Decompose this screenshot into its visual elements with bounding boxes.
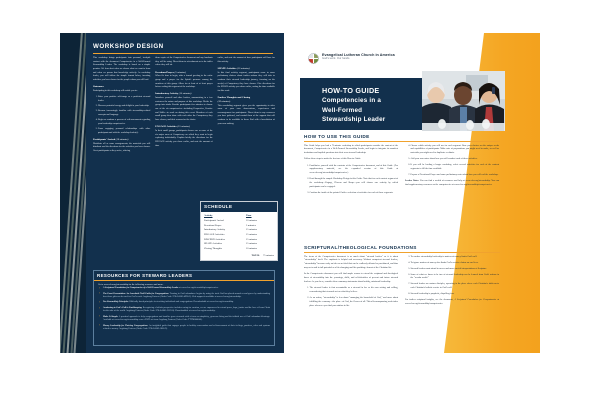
- header-photo: [422, 71, 505, 131]
- organization-name: Evangelical Lutheran Church in America: [322, 52, 395, 57]
- workshop-intro: This workshop brings participants into personal, in-depth contact with the document Competencies in a Well-Formed Stewardship Leader. The workshop is based on a simple premise. We learn best when we choose what we want to learn and when we pursue that knowledge actively. As workshop leader, you will follow the simple format below, inserting activities you have chosen for the people whom you will lead.: [93, 57, 151, 81]
- table-row: [204, 247, 274, 252]
- list-item: 4. To ignore matters of money also limits God's creative claims on our lives.: [411, 262, 500, 266]
- closing-body: This concluding segment gives you the opportunity to offer some of your own observations, experiences and encouragement for participants. Direct them to any resources you have gathered, and remind them of the support that will continue to be available to them. End with a benediction of your own making.: [217, 104, 275, 125]
- list-item: 2. As an action, "stewardship" is less about "managing the household of God," and more about fulfilling the economy—the plan—of God, the Owner of all. This all-encompassing work takes place wherever you find your station in life.: [310, 297, 399, 308]
- introductory-activity-heading: Introductory Activity (15 minutes): [155, 92, 192, 96]
- foundations-columns: [304, 256, 500, 311]
- schedule-activity: Devotions/Prayer: [204, 223, 222, 227]
- schedule-time: 15 minutes: [246, 232, 258, 236]
- participants-arrival-body: Distribute all or some arrangements; the materials you will distribute and the directions for the activities you have chosen. Greet participants as they arrive, offering: [93, 142, 151, 152]
- resource-detail: A practical approach to help congregations and families grow stewards with a focus on simplicity, generous living and the faithful use of God's abundant blessings. Available at www.elca.org/stewardship or as a DVD set from Augsburg Fortress (Order Code: TTTM000046).: [103, 315, 270, 322]
- list-item: 7. Prepare a Devotional Prayer and some preliminary notes about how you will end the workshop.: [411, 174, 500, 178]
- title-block: [300, 78, 422, 130]
- leader-notes-body: You can find a wealth of resources and help at www.elca.org/stewardship. You can find supplementary resources on the competencies at www.elca.org/stewardship/competencies.: [405, 180, 499, 186]
- resource-detail: An insightful guide that engages people in healthy conversation and self-assessment of their feelings, practices, roles and systems related to money. Augsburg Fortress (Order Code: 978-6-0002-1806-9).: [103, 324, 270, 330]
- elca-cross-globe-logo-icon: [308, 51, 319, 62]
- shape-body: In this final activity segment, participants come to some preliminary choices about further actions they will take to continue their steward leadership journey, focusing on the area(s) of Competency they have chosen. Give directions for the SHAPE activity you chose earlier, noting the time available for this work.: [217, 71, 275, 92]
- page-subtitle-line1: Competencies in a: [322, 97, 382, 105]
- outcomes-list: [93, 96, 150, 135]
- how-to-use-steps-1: [304, 165, 398, 196]
- schedule-total-label: TOTAL: [251, 253, 260, 257]
- list-item: 1. Familiarize yourself with the contents of the Competencies document, and of this Guide. (For supplementary material, see the expanded version of this Guide at www.elca.org/stewardship/competencies.): [310, 165, 399, 176]
- closing-document-title: A Scriptural Foundation for Competencies: [454, 299, 497, 302]
- list-item: 6. Some of what we know to be true of steward leadership can be learned from God's actions in the "secular world.": [411, 274, 500, 282]
- list-item: 3. Become increasingly familiar with stewardship-related concepts and language.: [98, 110, 150, 117]
- column2-continuation: them copies of the Competencies document and any handouts they will be using. Direct them to refreshments or to the tables where they will sit.: [155, 57, 213, 67]
- schedule-activity: Closing Thoughts: [204, 246, 222, 250]
- outcomes-intro: Participating in this workshop will enable you to:: [93, 89, 138, 92]
- how-to-use-p1: This Guide helps you lead a 75-minute workshop in which participants consider the content of the document, Competencies in a Well-Formed Stewardship Leader, and begin to integrate its manifest invitations and implied questions into their own steward leadership.: [304, 144, 398, 155]
- page-subtitle-line2: Well-Formed: [322, 106, 363, 114]
- schedule-total-row: [204, 254, 274, 257]
- elca-logo: [308, 51, 395, 62]
- engage-body: In their small groups, participants choose one or more of the six major areas of Competency on which they want to begin exploring individually. Explain briefly the directions for the ENGAGE activity you chose earlier, and note the amount of time: [155, 130, 213, 147]
- page-subtitle-line3: Stewardship Leader: [322, 116, 386, 124]
- list-item: 8. Steward leadership is prophetic, dispelling fear.: [411, 293, 500, 297]
- schedule-activity: Participants' Arrival: [204, 219, 224, 222]
- foundations-heading: SCRIPTURAL/THEOLOGICAL FOUNDATIONS: [304, 245, 500, 253]
- list-item: 4. Choose which activity you will use for each segment. Base your choices on the unique needs and capabilities of participants. Make note of preparations you might need to make, as well as materials you might need to duplicate or obtain.: [411, 145, 500, 156]
- foundations-p2: In the Competencies document you will find ample reason to extend the scriptural and theological bases of stewardship into the yearnings, skills, and self-identities of present and future steward leaders. As you do so, consider these summary statements about healthy, missional leadership:: [304, 273, 398, 283]
- resource-title: Money Leadership for Thriving Congregations.: [103, 324, 149, 327]
- schedule-activity: ENGAGE Activities: [204, 232, 225, 236]
- resource-title: The Great Presentation: An Anecdotal Field Guide for Congregations.: [103, 292, 170, 295]
- schedule-time: 10 minutes: [246, 246, 258, 250]
- devotions-heading: Devotions/Prayer (5 minutes): [155, 70, 186, 74]
- schedule-time: 5 minutes: [246, 223, 256, 227]
- list-item: 4. Begin or continue a process of self-assessment regarding your leadership competencies.: [98, 119, 150, 126]
- how-to-use-heading: HOW TO USE THIS GUIDE: [304, 134, 500, 142]
- logo-text: [322, 53, 395, 60]
- workshop-design-heading: WORKSHOP DESIGN: [93, 43, 164, 50]
- organization-tagline: God's work. Our hands.: [322, 57, 351, 61]
- list-item: 5. Steward leaders must attend to newer and more careful interpretations of Scripture.: [411, 268, 500, 272]
- schedule-time: 10 minutes: [246, 219, 258, 222]
- list-item: [103, 325, 270, 332]
- schedule-table: [200, 201, 278, 261]
- list-item: [103, 316, 270, 323]
- column3-continuation: earlier, and note the amount of time participants will have for this activity.: [217, 57, 275, 63]
- foundations-statements-2: [405, 256, 499, 297]
- resource-detail: at www.elca.org/stewardship/competencies.: [178, 287, 219, 290]
- schedule-time: 15 minutes: [246, 228, 258, 232]
- page-title: HOW-TO GUIDE: [322, 86, 380, 95]
- resources-list: [94, 287, 274, 331]
- schedule-col-activity: Activity: [204, 214, 213, 218]
- how-to-use-column-1: [304, 145, 398, 198]
- list-item: 7. Steward leaders are mature disciples, operating in the place where each Christian's faith meets each Christian's holistic service to God's call.: [411, 283, 500, 291]
- foundations-p1: The focus of the Competencies document is as much about "steward leaders" as it is about "stewardship" itself. The emphasis is helpful and necessary. Without competent steward leaders, "stewardship" becomes only an idea or an ideal that can be endlessly debated or proclaimed, and thus may not result in full potential as a life-changing and life-profiting element of the Christian life.: [304, 255, 398, 270]
- list-item: 2. Discover potential energy and delight in your leadership.: [98, 105, 150, 109]
- schedule-activity: DISCERN Activities: [204, 237, 225, 241]
- foundations-column-1: [304, 256, 398, 311]
- resources-intro: Go to www.elca.org/stewardship for the following resources and more:: [98, 283, 164, 286]
- list-item: 5. Form engaging personal relationships with other participants and with the workshop leader(s).: [98, 128, 150, 135]
- list-item: 5. Add your own notes about how you will conduct each of these activities.: [411, 158, 500, 162]
- list-item: 6. If you will be leading a longer workshop, select several activities for each of the content segments to fill the time available.: [411, 164, 500, 172]
- schedule-activity: SHAPE Activities: [204, 242, 223, 246]
- foundations-closing: [405, 299, 499, 307]
- left-page: [60, 33, 284, 353]
- resource-detail: Recognizing a holistic perspective includes caring for creation, we are empowered to extend peace, hope, justice and the love of Jesus Christ for the sake of the world. Augsburg Fortress (Order Code: 978-6-0001-2622-0). Downloadable at www.elca.org/stewardship.: [103, 306, 270, 313]
- schedule-total-value: 75 minutes: [262, 253, 274, 257]
- list-item: 1. Raise your positive self-image as a proficient steward leader.: [98, 96, 150, 103]
- schedule-col-time: Time: [246, 214, 252, 218]
- resource-title: A Scriptural Foundation for Competencies of a Well-Formed Stewardship Leader: [103, 287, 179, 290]
- engage-heading: ENGAGE Activities (15 minutes): [155, 125, 190, 129]
- outcomes-heading: Outcomes: [93, 85, 104, 89]
- how-to-use-steps-2: [405, 145, 499, 178]
- list-item: 1. The steward leader is first accountable as a steward in her or his own setting and calling, remembering that stewards act on what they believe.: [310, 287, 399, 295]
- right-page: [300, 33, 540, 353]
- decorative-edge-stripes: [60, 33, 86, 353]
- list-item: 2. Read through the sample Workshop Design in this Guide. Note that for each content segment of the workshop—Engage, Discern and Shape—you will choose one activity by which participants can be engaged.: [310, 178, 399, 189]
- list-item: [103, 287, 270, 290]
- heading-rule: [93, 53, 273, 54]
- leader-notes-label: Leader Notes:: [405, 180, 420, 183]
- resource-detail: Biblically based principles for teaching individuals and congregations. Downloadable at www.elca.org/stewardship.: [128, 301, 234, 304]
- workshop-column-1: [93, 57, 150, 257]
- schedule-body: [201, 212, 277, 260]
- foundations-statements-1: [304, 287, 398, 308]
- leader-notes: [405, 180, 499, 188]
- shape-heading: SHAPE Activities (15 minutes): [217, 66, 250, 70]
- resource-title: Ten Stewardship Principles.: [103, 301, 129, 304]
- resources-box: [93, 270, 275, 346]
- foundations-section: [304, 245, 500, 311]
- list-item: 3. Confirm the inside of the printed Guide a selection of activities for each of those segments.: [310, 192, 399, 196]
- how-to-use-section: [304, 134, 500, 198]
- introductory-activity-body: Introduce yourself and other leaders, summarizing in a few sentences the nature and purpose of this workshop. Divide the group into triads. Provide participants five minutes to choose one of the six competencies—including Perspective, Practice and Skills—to work on during this event. Members of each small group then share with each other the Competency they have chosen, and their reasons for the choice.: [155, 97, 213, 122]
- closing-suffix: at www.elca.org/stewardship/competencies.: [405, 299, 499, 306]
- foundations-column-2: [405, 256, 499, 311]
- resource-title: Make It Simple.: [103, 315, 119, 318]
- list-item: [103, 307, 270, 314]
- devotions-body: When it's time to begin, offer a formal greeting to the entire group and a prayer for the Spirit's presence among the members of this group. Allow for at least of at least prayer before ending this segment of the workshop.: [155, 75, 213, 89]
- schedule-title: SCHEDULE: [201, 202, 277, 212]
- how-to-use-column-2: [405, 145, 499, 198]
- how-to-use-columns: [304, 145, 500, 198]
- how-to-use-p2: Follow these steps to make the best use of this How-to Guide:: [304, 158, 361, 161]
- closing-prefix: For further scriptural insights, see the document,: [405, 299, 455, 302]
- participants-arrival-heading: Participants' Arrival (10 minutes): [93, 137, 129, 141]
- resource-title: Awakening to God's Call to Earthkeeping.: [103, 306, 143, 309]
- schedule-activity: Introductory Activity: [204, 228, 226, 232]
- list-item: 3. To confine stewardship leadership to matters of money limits God's call.: [411, 256, 500, 260]
- schedule-time: 15 minutes: [246, 242, 258, 246]
- list-item: [103, 301, 270, 304]
- resource-detail: Trusting in God's abundance begins by using the tools God has placed around us and grows by understanding how those gifts can be used for God's work. Augsburg Fortress (Order Code: 978-6-0001-4990-2). Web support is available at www.elca.org/stewardship.: [103, 292, 270, 299]
- closing-heading: Further Thoughts and Closing (10 minutes): [217, 96, 251, 103]
- resources-title: RESOURCES FOR STEWARD LEADERS: [94, 271, 274, 281]
- list-item: [103, 293, 270, 300]
- schedule-time: 15 minutes: [246, 237, 258, 241]
